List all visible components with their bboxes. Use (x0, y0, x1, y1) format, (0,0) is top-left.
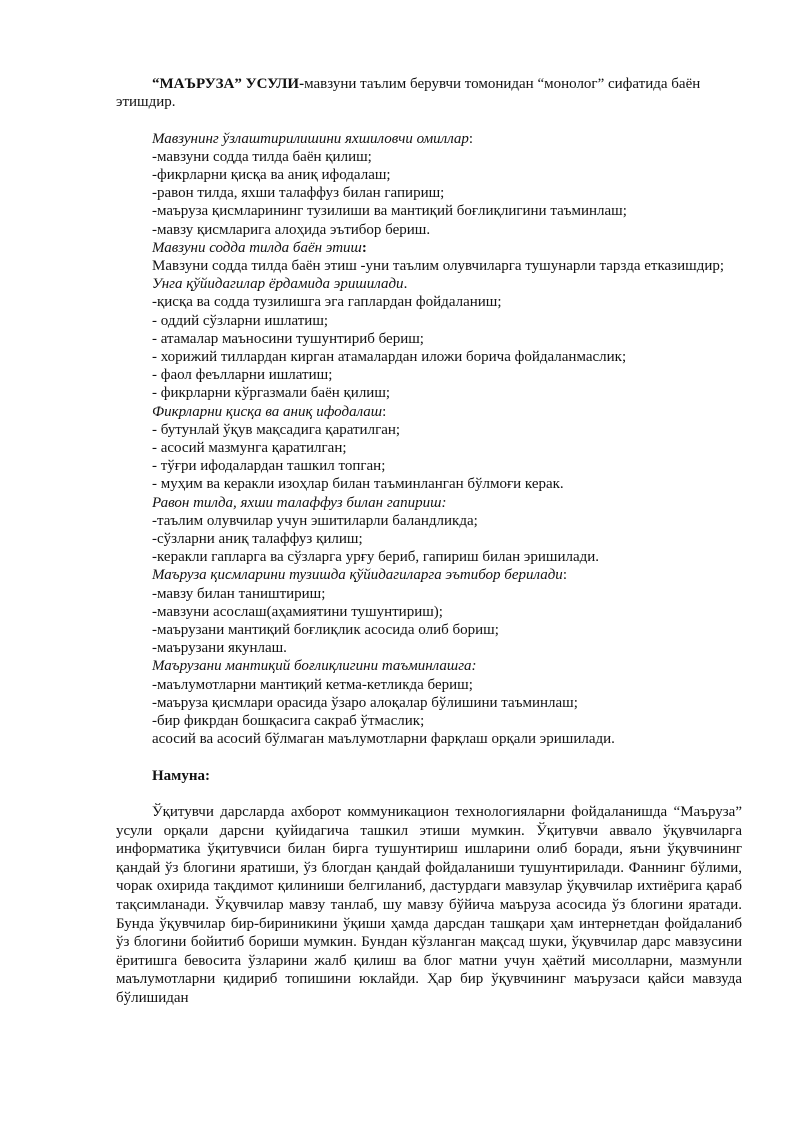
heading-punct: : (361, 239, 367, 256)
heading-text: Мавзунинг ўзлаштирилишини яхшиловчи омиллар (152, 130, 469, 147)
list-item: - асосий мазмунга қаратилган; (152, 440, 347, 457)
list-item: - оддий сўзларни ишлатиш; (152, 312, 329, 329)
sample-heading-text: Намуна: (152, 767, 211, 784)
list-item: - тўғри ифодалардан ташкил топган; (152, 458, 386, 475)
list-item: -мавзу қисмларига алоҳида эътибор бериш. (152, 221, 431, 238)
section-heading (116, 275, 742, 293)
heading-punct: : (468, 130, 474, 147)
list-item: -маърузани мантиқий боғлиқлик асосида олиб бориш; (152, 622, 499, 639)
heading-punct: . (403, 276, 408, 293)
sample-heading (116, 767, 742, 785)
list-item: -мавзу билан таништириш; (152, 585, 326, 602)
spacer (116, 749, 742, 767)
sample-paragraph: Ўқитувчи дарсларда ахборот коммуникацион технологияларни фойдаланишда “Маъруза” усули орқали дарсни қуйидагича ташкил этиши мумкин. Ўқитувчи аввало ўқувчиларга информатика ўқитувчиси билан бирга тушунтириш ишларини олиб боради, яъни ўқувчининг қандай ўз блогини яратиши, ўз блогдан қандай фойдаланиши тушунтирилади. Фаннинг бўлими, чорак охирида тақдимот қилиниши белгиланиб, дастурдаги мавзулар ўқувчилар ихтиёрига қараб тақсимланади. Ўқувчилар мавзу танлаб, шу мавзу бўйича маъруза асосида ўз блогини яратади. Бунда ўқувчилар бир-бириникини ўқиши ҳамда дарсдан ташқари ҳам интернетдан фойдаланиб ўз блогини бойитиб бориши мумкин. Бундан кўзланган мақсад шуки, ўқувчилар дарс мавзусини ёритишга бевосита ўзларини жалб қилиш ва блог матни учун ҳаётий мисолларни, мазмунли маълумотларни қидириб топишини юклайди. Ҳар бир ўқувчининг маърузаси қайси мавзуда бўлишидан (116, 804, 742, 1007)
heading-text: Унга қўйидагилар ёрдамида эришилади (152, 276, 404, 293)
section-heading (116, 566, 742, 584)
list-item: -мавзуни содда тилда баён қилиш; (152, 148, 372, 165)
list-item: - атамалар маъносини тушунтириб бериш; (152, 330, 424, 347)
list-item: асосий ва асосий бўлмаган маълумотларни фарқлаш орқали эришилади. (152, 731, 615, 748)
section-heading (116, 239, 742, 257)
list-item: -сўзларни аниқ талаффуз қилиш; (152, 531, 363, 548)
list-item: - хорижий тиллардан кирган атамалардан иложи борича фойдаланмаслик; (152, 349, 627, 366)
spacer (116, 111, 742, 129)
list-item: -таълим олувчилар учун эшитиларли баландликда; (152, 512, 478, 529)
section-heading (116, 403, 742, 421)
list-item: -маълумотларни мантиқий кетма-кетликда бериш; (152, 676, 473, 693)
list-item: -маъруза қисмлари орасида ўзаро алоқалар бўлишини таъминлаш; (152, 694, 578, 711)
heading-text: Мавзуни содда тилда баён этиш (152, 239, 362, 256)
list-item: -равон тилда, яхши талаффуз билан гапириш; (152, 185, 445, 202)
heading-punct: : (382, 403, 387, 420)
section-heading: Равон тилда, яхши талаффуз билан гапириш: (152, 494, 447, 511)
list-item: - бутунлай ўқув мақсадига қаратилган; (152, 421, 401, 438)
list-item: -маъруза қисмларининг тузилиши ва мантиқий боғлиқлигини таъминлаш; (152, 203, 627, 220)
method-definition: мавзуни таълим берувчи томонидан “монолог” сифатида баён этишдир. (116, 76, 701, 111)
list-item: - муҳим ва керакли изоҳлар билан таъминланган бўлмоғи керак. (152, 476, 564, 493)
list-item: -бир фикрдан бошқасига сакраб ўтмаслик; (152, 713, 425, 730)
list-item: -маърузани якунлаш. (152, 640, 287, 657)
section-heading: Маърузани мантиқий боғлиқлигини таъминлашга: (152, 658, 477, 675)
method-term: “МАЪРУЗА” УСУЛИ- (152, 76, 305, 92)
list-item: - фикрларни кўргазмали баён қилиш; (152, 385, 391, 402)
list-item: -керакли гапларга ва сўзларга урғу бериб, гапириш билан эришилади. (152, 549, 600, 566)
section-heading (116, 130, 742, 148)
list-item: -қисқа ва содда тузилишга эга гаплардан фойдаланиш; (152, 294, 502, 311)
spacer (116, 785, 742, 803)
heading-punct: : (562, 567, 567, 584)
list-item: -мавзуни асослаш(аҳамиятини тушунтириш); (152, 603, 443, 620)
section-paragraph: Мавзуни содда тилда баён этиш -уни таълим олувчиларга тушунарли тарзда етказишдир; (152, 258, 725, 275)
heading-text: Маъруза қисмларини тузишда қўйидагиларга эътибор берилади (152, 567, 563, 584)
heading-text: Фикрларни қисқа ва аниқ ифодалаш (152, 403, 383, 420)
list-item: -фикрларни қисқа ва аниқ ифодалаш; (152, 167, 391, 183)
intro-paragraph (116, 75, 742, 111)
list-item: - фаол феълларни ишлатиш; (152, 367, 333, 384)
